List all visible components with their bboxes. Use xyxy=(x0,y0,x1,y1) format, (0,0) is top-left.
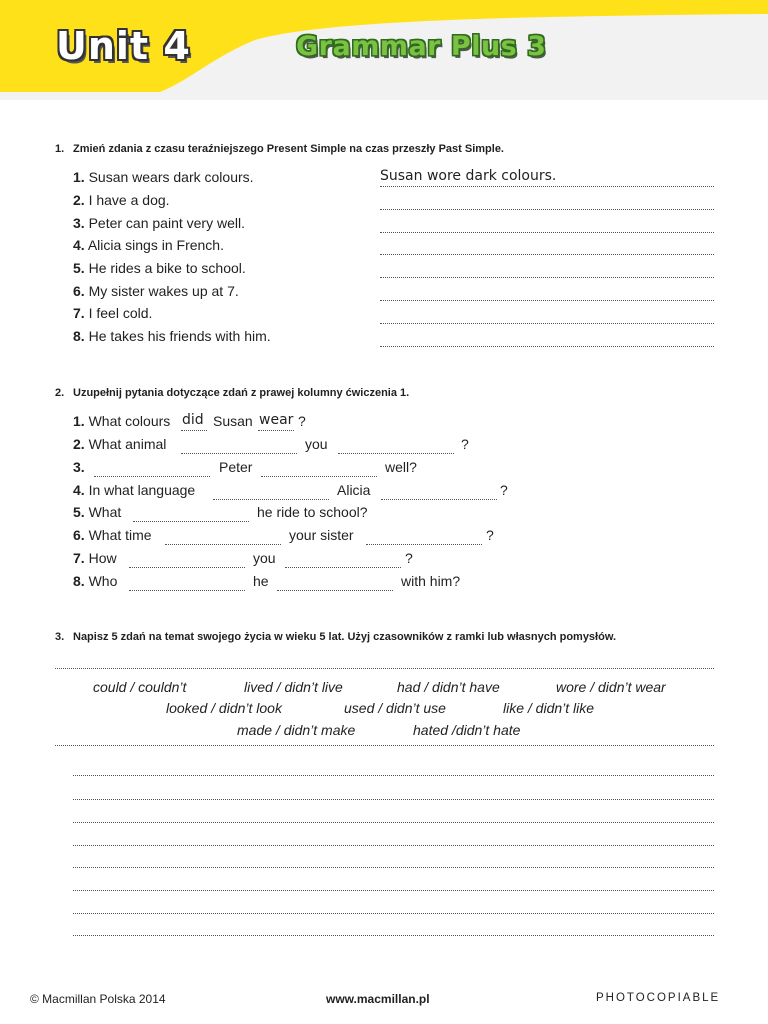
question-text: Alicia xyxy=(337,482,371,498)
answer-line[interactable] xyxy=(338,453,454,454)
question-text: you xyxy=(305,436,328,452)
exercise-1-item: 3. Peter can paint very well. xyxy=(73,215,245,231)
answer-line[interactable] xyxy=(261,476,377,477)
question-text: ? xyxy=(461,436,469,452)
exercise-1-item: 1. Susan wears dark colours. xyxy=(73,169,254,185)
writing-line[interactable] xyxy=(73,845,714,846)
unit-title: Unit 4 xyxy=(56,24,191,68)
question-text: Peter xyxy=(219,459,253,475)
question-item: 3. xyxy=(73,459,85,475)
verb-option: wore / didn’t wear xyxy=(556,679,666,695)
example-answer: did xyxy=(182,412,204,428)
copyright-notice: © Macmillan Polska 2014 xyxy=(30,992,166,1006)
photocopiable-label: PHOTOCOPIABLE xyxy=(596,992,721,1004)
answer-line[interactable] xyxy=(380,346,714,347)
answer-line[interactable] xyxy=(380,232,714,233)
verb-option: looked / didn’t look xyxy=(166,700,282,716)
writing-line[interactable] xyxy=(73,867,714,868)
exercise-1-instruction: 1. Zmień zdania z czasu teraźniejszego Present Simple na czas przeszły Past Simple. xyxy=(55,143,504,155)
question-text: ? xyxy=(405,550,413,566)
question-text: he xyxy=(253,573,269,589)
answer-line[interactable] xyxy=(94,476,210,477)
question-item: 5. What xyxy=(73,504,122,520)
question-item: 1. What colours xyxy=(73,413,171,429)
question-text: with him? xyxy=(401,573,461,589)
verb-box-top-border xyxy=(55,668,714,669)
question-text: well? xyxy=(385,459,417,475)
answer-line xyxy=(380,186,714,187)
verb-option: made / didn’t make xyxy=(237,722,356,738)
exercise-1-item: 7. I feel cold. xyxy=(73,305,153,321)
question-text: your sister xyxy=(289,527,354,543)
example-answer: wear xyxy=(259,412,294,428)
section-title: Grammar Plus 3 xyxy=(296,31,547,62)
question-item: 6. What time xyxy=(73,527,152,543)
exercise-1-item: 5. He rides a bike to school. xyxy=(73,260,246,276)
answer-line[interactable] xyxy=(277,590,393,591)
answer-line[interactable] xyxy=(380,209,714,210)
exercise-1-item: 4. Alicia sings in French. xyxy=(73,237,224,253)
writing-line[interactable] xyxy=(73,799,714,800)
verb-option: could / couldn’t xyxy=(93,679,187,695)
answer-line[interactable] xyxy=(165,544,281,545)
answer-line xyxy=(181,430,207,431)
page-header xyxy=(0,0,768,100)
verb-option: hated /didn’t hate xyxy=(413,722,521,738)
verb-option: lived / didn’t live xyxy=(244,679,343,695)
answer-line[interactable] xyxy=(285,567,401,568)
answer-line[interactable] xyxy=(129,567,245,568)
answer-line[interactable] xyxy=(129,590,245,591)
question-text: ? xyxy=(486,527,494,543)
answer-line[interactable] xyxy=(380,323,714,324)
question-item: 7. How xyxy=(73,550,117,566)
verb-option: used / didn’t use xyxy=(344,700,446,716)
question-text: ? xyxy=(298,413,306,429)
answer-line[interactable] xyxy=(366,544,482,545)
answer-line[interactable] xyxy=(381,499,497,500)
writing-line[interactable] xyxy=(73,913,714,914)
answer-line[interactable] xyxy=(181,453,297,454)
verb-option: like / didn’t like xyxy=(503,700,595,716)
writing-line[interactable] xyxy=(73,890,714,891)
answer-line xyxy=(258,430,294,431)
example-answer: Susan wore dark colours. xyxy=(380,168,557,184)
answer-line[interactable] xyxy=(380,277,714,278)
answer-line[interactable] xyxy=(380,300,714,301)
answer-line[interactable] xyxy=(380,254,714,255)
writing-line[interactable] xyxy=(73,822,714,823)
exercise-1-item: 8. He takes his friends with him. xyxy=(73,328,271,344)
writing-line[interactable] xyxy=(73,775,714,776)
verb-box-bottom-border xyxy=(55,745,714,746)
exercise-2-instruction: 2. Uzupełnij pytania dotyczące zdań z prawej kolumny ćwiczenia 1. xyxy=(55,387,410,399)
question-text: ? xyxy=(500,482,508,498)
writing-line[interactable] xyxy=(73,935,714,936)
answer-line[interactable] xyxy=(133,521,249,522)
website-link[interactable]: www.macmillan.pl xyxy=(326,992,430,1006)
question-item: 2. What animal xyxy=(73,436,167,452)
verb-option: had / didn’t have xyxy=(397,679,500,695)
exercise-1-item: 2. I have a dog. xyxy=(73,192,170,208)
exercise-3-instruction: 3. Napisz 5 zdań na temat swojego życia w wieku 5 lat. Użyj czasowników z ramki lub własnych pomysłów. xyxy=(55,631,617,643)
answer-line[interactable] xyxy=(213,499,329,500)
question-item: 8. Who xyxy=(73,573,118,589)
question-item: 4. In what language xyxy=(73,482,196,498)
question-text: you xyxy=(253,550,276,566)
question-text: he ride to school? xyxy=(257,504,368,520)
exercise-1-item: 6. My sister wakes up at 7. xyxy=(73,283,239,299)
question-text: Susan xyxy=(213,413,253,429)
